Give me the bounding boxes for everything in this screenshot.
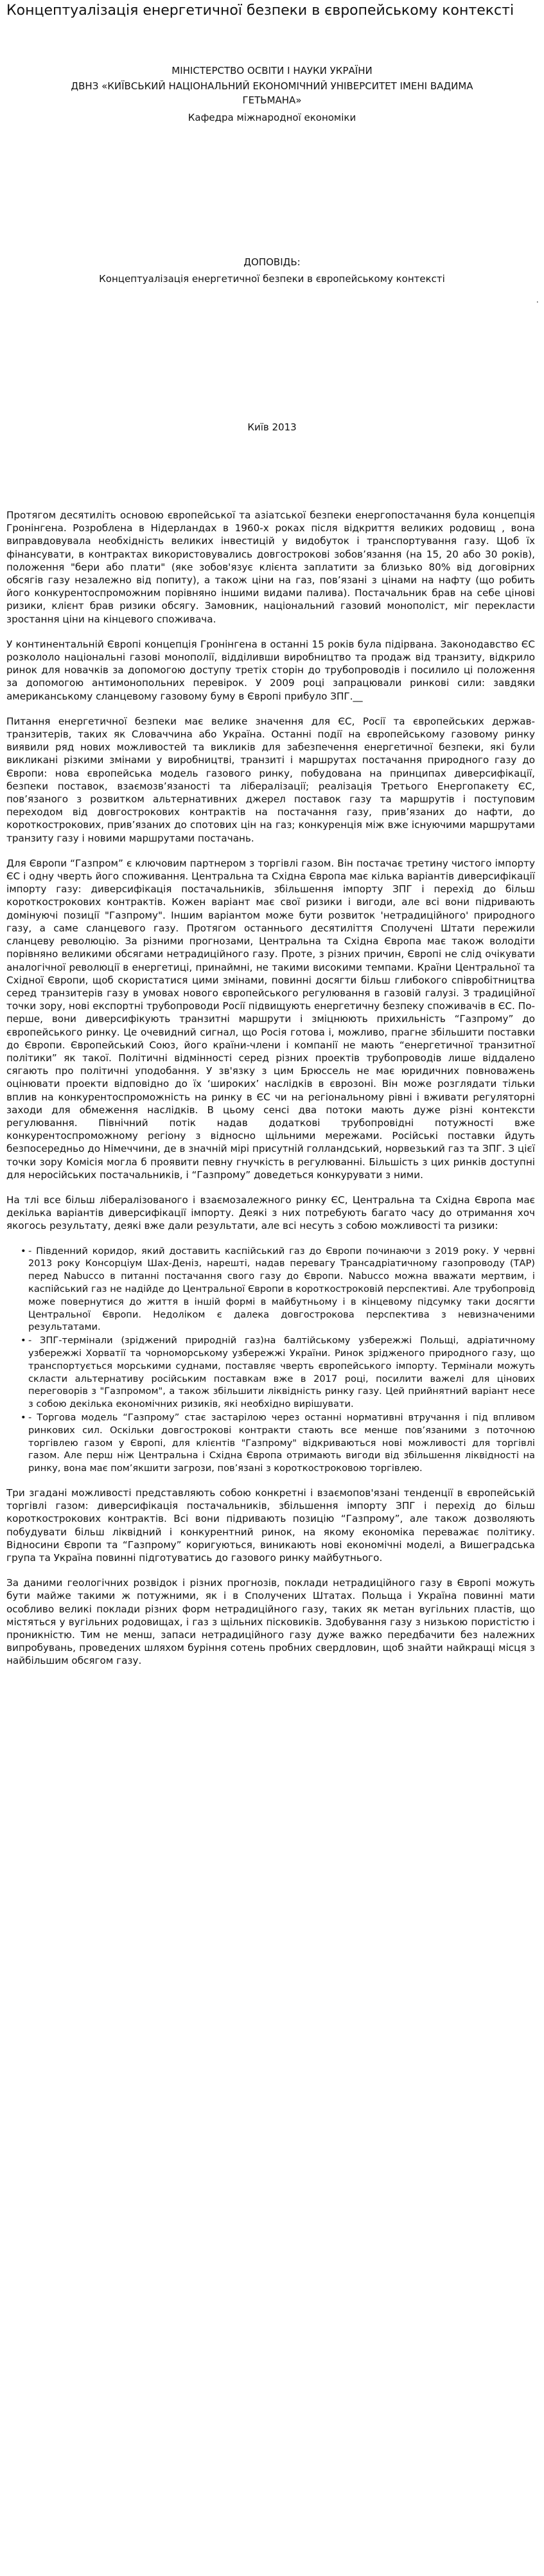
bullet-icon: • xyxy=(21,1245,26,1257)
paragraph-diversification-intro: На тлі все більш лібералізованого і взаємозалежного ринку ЄС, Центральна та Східна Європа має декілька варіантів диверсифікації імпорту. Деякі з них потребують багато часу до отримання хоч якогось результату, деякі вже дали результати, але всі несуть з собою можливості та ризики: xyxy=(6,1194,535,1232)
page-marker: . xyxy=(536,295,539,305)
university-line: ДВНЗ «КИЇВСЬКИЙ НАЦІОНАЛЬНИЙ ЕКОНОМІЧНИЙ УНІВЕРСИТЕТ ІМЕНІ ВАДИМА xyxy=(71,80,473,92)
document-title: Концептуалізація енергетичної безпеки в європейському контексті xyxy=(6,3,514,19)
list-item-text: - Торгова модель “Газпрому” стає застарілою через останні нормативні втручання і під впливом ринкових сил. Оскільки довгострокові контракти стають все менше пов’язаними з поточною торгівлею газом у Європі, для клієнтів "Газпрому" відкриваються нові можливості для торгівлі газом. Але перш ніж Центральна і Східна Європа отримають вигоди від збільшення ліквідності на ринку, вона має пом’якшити загрози, пов’язані з короткостроковою торгівлею. xyxy=(28,1411,535,1474)
list-item xyxy=(21,1334,535,1411)
paragraph-gazprom: Для Європи “Газпром” є ключовим партнером з торгівлі газом. Він постачає третину чистого імпорту ЄС і одну чверть його споживання. Центральна та Східна Європа має кілька варіантів диверсифікації імпорту газу: диверсифікація постачальників, збільшення імпорту ЗПГ і перехід до більш короткострокових контрактів. Кожен варіант має свої ризики і вигоди, але всі вони підривають домінуючі позиції "Газпрому". Іншим варіантом може бути розвиток 'нетрадиційного' природного газу, а саме сланцевого газу. Протягом останнього десятиліття Сполучені Штати пережили сланцеву революцію. За різними прогнозами, Центральна та Східна Європа має також володіти порівняно великими обсягами нетрадиційного газу. Проте, з різних причин, Європі не слід очікувати аналогічної революції в енергетиці, принаймні, не такими високими темпами. Країни Центральної та Східної Європи, щоб скористатися цими змінами, повинні досягти більш глибокого співробітництва серед транзитерів газу в умовах нового європейського регулювання в газовій галузі. З традиційної точки зору, нові експортні трубопроводи Росії підвищують енергетичну безпеку споживачів в ЄС. По-перше, вони диверсифікують транзитні маршрути і зміцнюють прихильність “Газпрому” до європейського ринку. Це очевидний сигнал, що Росія готова і, можливо, прагне збільшити поставки до Європи. Європейський Союз, його країни-члени і компанії не мають “енергетичної транзитної політики” як такої. Політичні відмінності серед різних проектів трубопроводів лише віддалено сягають про політичні уподобання. У зв'язку з цим Брюссель не має юридичних повноважень оцінювати проекти відповідно до їх ‘широких’ наслідків в єврозоні. Він може розглядати тільки вплив на конкурентоспроможність на ринку в ЄС чи на регіональному рівні і вживати регуляторні заходи для обмеження наслідків. В цьому сенсі два потоки мають дуже різні контексти регулювання. Північний потік надав додаткові трубопровідні потужності вже конкурентоспроможному регіону з відносно щільними мережами. Російські поставки йдуть безпосередньо до Німеччини, де в значній мірі присутній голландський, норвезький газ та ЗПГ. З цієї точки зору Комісія могла б проявити певну гнучкість в регулюванні. Більшість з цих ринків доступні для неросійських постачальників, і “Газпрому” доведеться конкурувати з ними. xyxy=(6,857,535,1181)
ministry-line: МІНІСТЕРСТВО ОСВІТИ І НАУКИ УКРАЇНИ xyxy=(171,65,373,76)
paragraph-groningen: Протягом десятиліть основою європейської та азіатської безпеки енергопостачання була концепція Гронінгена. Розроблена в Нідерландах в 1960-х роках після відкриття великих родовищ , вона виправдовувала необхідність великих інвестицій у видобуток і транспортування газу. Щоб їх фінансувати, в контрактах використовувались довгострокові зобов’язання (на 15, 20 або 30 років), положення "бери або плати" (яке зобов'язує клієнта заплатити за близько 80% від договірних обсягів газу незалежно від попиту), а також ціни на газ, пов’язані з цінами на нафту (що робить його конкурентоспроможним порівняно іншими видами палива). Постачальник брав на себе цінові ризики, клієнт брав ризики обсягу. Замовник, національний газовий монополіст, міг перекласти зростання ціни на кінцевого споживача. xyxy=(6,509,535,625)
department-line: Кафедра міжнародної економіки xyxy=(188,112,356,123)
title-page xyxy=(0,21,544,509)
bullet-icon: • xyxy=(21,1335,26,1346)
paragraph-three-trends: Три згадані можливості представляють собою конкретні і взаємопов'язані тенденції в європейській торгівлі газом: диверсифікація постачальників, збільшення імпорту ЗПГ і перехід до більш короткострокових контрактів. Всі вони підривають позицію “Газпрому”, але також дозволяють побудувати більш ліквідний і конкурентний ринок, на якому економіка переважає політику. Відносини Європи та “Газпрому” коригуються, виникають нові економічні моделі, а Вишеградська група та Україна повинні підготуватись до газового ринку майбутнього. xyxy=(6,1486,535,1564)
report-type: ДОПОВІДЬ: xyxy=(243,256,301,268)
paragraph-unconventional-gas: За даними геологічних розвідок і різних прогнозів, поклади нетрадиційного газу в Європі можуть бути майже такими ж потужними, як і в Сполучених Штатах. Польща і Україна повинні мати особливо великі поклади різних форм нетрадиційного газу, таких як метан вугільних пластів, що містяться у вугільних родовищах, і газ з щільних пісковиків. Здобування газу з низькою пористістю і проникністю. Тим не менш, запаси нетрадиційного газу дуже важко передбачити без належних випробувань, проведених шляхом буріння сотень пробних свердловин, щоб знайти найкращі місця з найбільшим обсягом газу. xyxy=(6,1577,535,1667)
list-item-text: - ЗПГ-термінали (зріджений природній газ)на балтійському узбережжі Польщі, адріатичному узбережжі Хорватії та чорноморському узбережжі України. Ринок зрідженого природного газу, що транспортується морськими суднами, поставляє чверть європейського імпорту. Термінали можуть скласти альтернативу російським поставкам вже в 2017 році, посилити важелі для цінових переговорів з "Газпромом", а також збільшити ліквідність ринку газу. Цей прийнятний варіант несе з собою декілька економічних ризиків, які необхідно вирішувати. xyxy=(28,1335,535,1410)
diversification-options-list xyxy=(6,1245,535,1475)
list-item-text: - Південний коридор, який доставить каспійський газ до Європи починаючи з 2019 року. У червні 2013 року Консорціум Шах-Деніз, нарешті, надав перевагу Трансадріатичному газопроводу (ТАР) перед Nabucco в питанні постачання свого газу до Європи. Nabucco можна вважати мертвим, і каспійський газ не надійде до Центральної Європи в короткостроковій перспективі. Але трубопровід може повернутися до життя в іншій формі в майбутньому і в кінцевому підсумку таки досягти Центральної Європи. Недоліком є далека довгострокова перспектива з невизначеними результатами. xyxy=(28,1245,535,1333)
university-line-continued: ГЕТЬМАНА» xyxy=(242,94,302,106)
bullet-icon: • xyxy=(21,1411,26,1423)
place-year: Київ 2013 xyxy=(247,421,297,433)
report-subject: Концептуалізація енергетичної безпеки в європейському контексті xyxy=(99,273,445,285)
paragraph-energy-security: Питання енергетичної безпеки має велике значення для ЄС, Росії та європейських держав-транзитерів, таких як Словаччина або Україна. Останні події на європейському газовому ринку виявили ряд нових можливостей та викликів для забезпечення енергетичної безпеки, які були викликані різкими змінами у виробництві, транзиті і маршрутах постачання природного газу до Європи: нова європейська модель газового ринку, побудована на принципах диверсифікації, безпеки поставок, взаємозв’язаності та лібералізації; реалізація Третього Енергопакету ЄС, пов’язаного з розвитком альтернативних джерел поставок газу та маршрутів і поступовим переходом від довгострокових контрактів на постачання газу, прив’язаних до нафти, до короткострокових, прив’язаних до спотових цін на газ; конкуренція між вже існуючими маршрутами транзиту газу і новими маршрутами постачань. xyxy=(6,715,535,844)
report-body xyxy=(0,509,544,1668)
list-item xyxy=(21,1245,535,1334)
paragraph-eu-legislation: У континентальній Європі концепція Гронінгена в останні 15 років була підірвана. Законодавство ЄС розкололо національні газові монополії, відділивши виробництво та продаж від транзиту, відкрило ринок для новачків за допомогою доступу третіх сторін до трубопроводів і посилило ці положення за допомогою антимонопольних перевірок. У 2009 році запрацювали ринкові сили: завдяки американському сланцевому газовому буму в Європі прибуло ЗПГ.__ xyxy=(6,638,535,702)
list-item xyxy=(21,1411,535,1475)
